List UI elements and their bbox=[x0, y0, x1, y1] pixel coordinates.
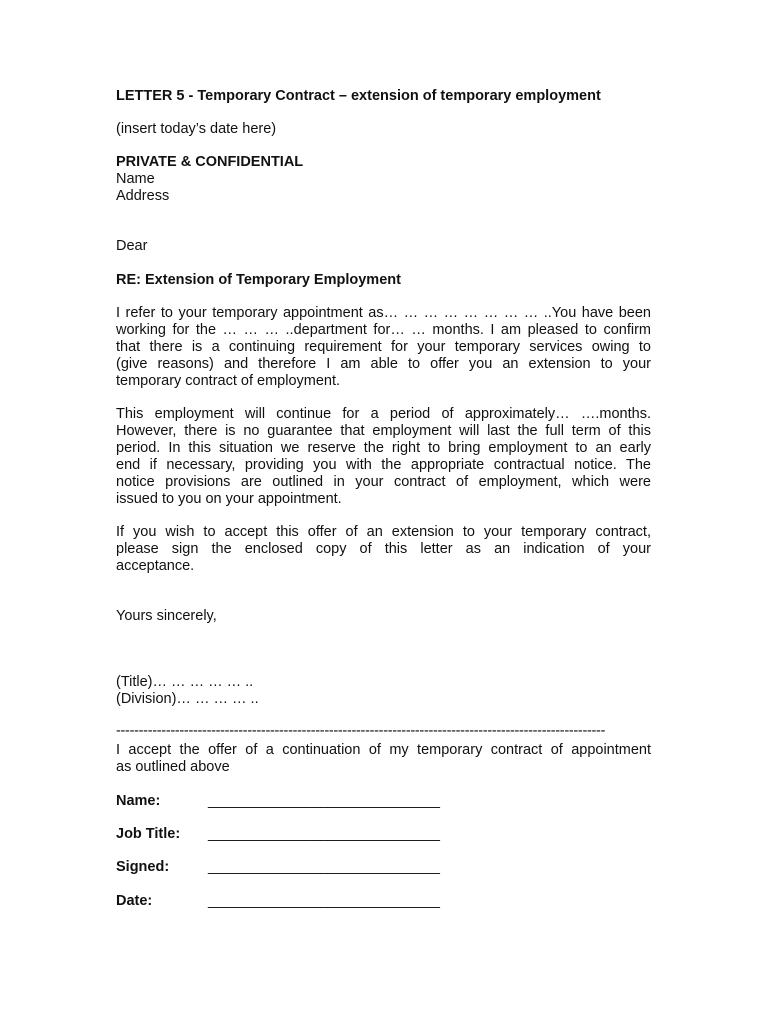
paragraph-2-line: end if necessary, providing you with the appropriate contractual notice. The bbox=[116, 457, 651, 473]
recipient-name: Name bbox=[116, 171, 155, 187]
subject-line: RE: Extension of Temporary Employment bbox=[116, 272, 401, 288]
paragraph-2-line: However, there is no guarantee that employment will last the full term of this bbox=[116, 423, 651, 439]
name-blank[interactable]: _______________________________ bbox=[208, 793, 440, 809]
paragraph-2-line: issued to you on your appointment. bbox=[116, 491, 342, 507]
cut-line-separator: ------------------------------------------------------------------------------------------------------------ bbox=[116, 723, 606, 739]
signed-blank[interactable]: _______________________________ bbox=[208, 859, 440, 875]
closing: Yours sincerely, bbox=[116, 608, 217, 624]
paragraph-2-line: This employment will continue for a period of approximately… ….months. bbox=[116, 406, 651, 422]
paragraph-1-line: I refer to your temporary appointment as… … … … … … … … ..You have been bbox=[116, 305, 651, 321]
paragraph-2-line: notice provisions are outlined in your contract of employment, which were bbox=[116, 474, 651, 490]
recipient-address: Address bbox=[116, 188, 170, 204]
paragraph-1-line: that there is a continuing requirement for your temporary services owing to bbox=[116, 339, 651, 355]
paragraph-1-line: temporary contract of employment. bbox=[116, 373, 341, 389]
name-label: Name: bbox=[116, 793, 161, 809]
salutation: Dear bbox=[116, 238, 148, 254]
paragraph-3-line: acceptance. bbox=[116, 558, 195, 574]
signed-label: Signed: bbox=[116, 859, 170, 875]
job-title-blank[interactable]: _______________________________ bbox=[208, 826, 440, 842]
date-blank[interactable]: _______________________________ bbox=[208, 893, 440, 909]
paragraph-3-line: If you wish to accept this offer of an extension to your temporary contract, bbox=[116, 524, 651, 540]
signatory-division: (Division)… … … … .. bbox=[116, 691, 259, 707]
paragraph-3-line: please sign the enclosed copy of this letter as an indication of your bbox=[116, 541, 651, 557]
signatory-title: (Title)… … … … … .. bbox=[116, 674, 254, 690]
letter-title: LETTER 5 - Temporary Contract – extension of temporary employment bbox=[116, 88, 601, 104]
date-placeholder: (insert today’s date here) bbox=[116, 121, 277, 137]
job-title-label: Job Title: bbox=[116, 826, 181, 842]
paragraph-1-line: working for the … … … ..department for… … months. I am pleased to confirm bbox=[116, 322, 651, 338]
acceptance-line: I accept the offer of a continuation of my temporary contract of appointment bbox=[116, 742, 651, 758]
paragraph-2-line: period. In this situation we reserve the right to bring employment to an early bbox=[116, 440, 651, 456]
date-label: Date: bbox=[116, 893, 153, 909]
acceptance-line: as outlined above bbox=[116, 759, 230, 775]
paragraph-1-line: (give reasons) and therefore I am able to offer you an extension to your bbox=[116, 356, 651, 372]
confidential-heading: PRIVATE & CONFIDENTIAL bbox=[116, 154, 304, 170]
